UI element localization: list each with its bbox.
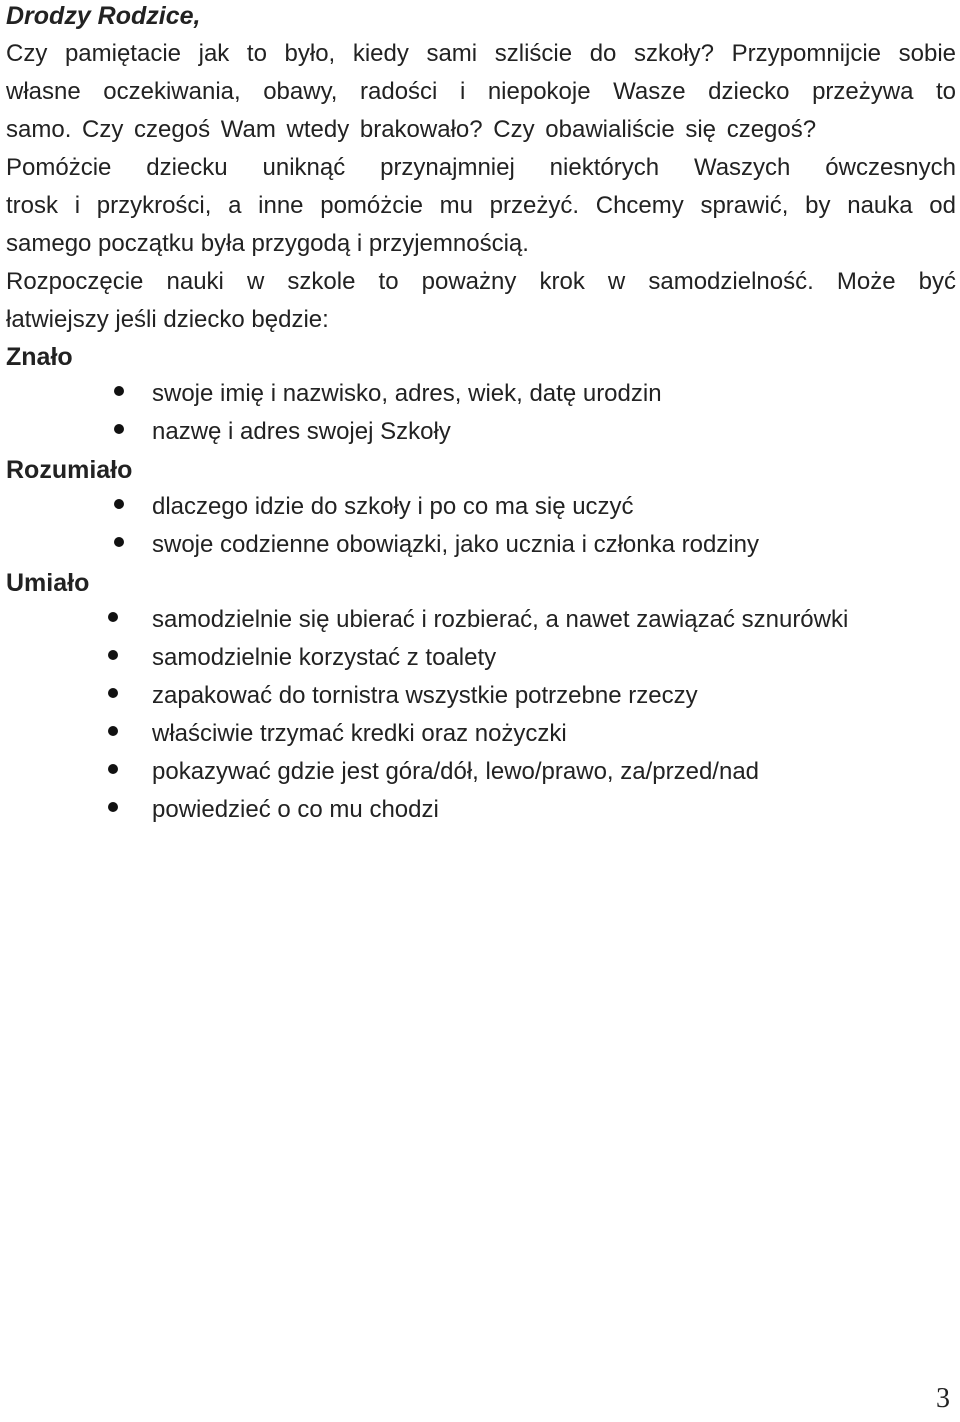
bullet-icon <box>114 424 124 434</box>
list-item: swoje codzienne obowiązki, jako ucznia i członka rodziny <box>152 531 759 558</box>
list-item: pokazywać gdzie jest góra/dół, lewo/prawo, za/przed/nad <box>152 758 760 785</box>
bullet-icon <box>108 650 118 660</box>
list-item: dlaczego idzie do szkoły i po co ma się uczyć <box>152 493 634 520</box>
list-item: swoje imię i nazwisko, adres, wiek, datę urodzin <box>152 380 662 407</box>
bullet-icon <box>108 612 118 622</box>
list-item: powiedzieć o co mu chodzi <box>152 796 439 823</box>
list-item: zapakować do tornistra wszystkie potrzebne rzeczy <box>152 682 698 709</box>
intro-line: Pomóżcie dziecku uniknąć przynajmniej niektórych Waszych ówczesnych <box>6 154 956 181</box>
list-item: samodzielnie korzystać z toalety <box>152 644 497 671</box>
bullet-icon <box>108 764 118 774</box>
letter-greeting: Drodzy Rodzice, <box>6 2 201 30</box>
bullet-icon <box>114 386 124 396</box>
section-title-znalo: Znało <box>6 343 73 371</box>
bullet-icon <box>108 688 118 698</box>
list-item: właściwie trzymać kredki oraz nożyczki <box>152 720 567 747</box>
intro-line: samo. Czy czegoś Wam wtedy brakowało? Czy obawialiście się czegoś? <box>6 116 817 143</box>
list-item: samodzielnie się ubierać i rozbierać, a nawet zawiązać sznurówki <box>152 606 849 633</box>
section-title-rozumialo: Rozumiało <box>6 456 133 484</box>
intro-line: własne oczekiwania, obawy, radości i niepokoje Wasze dziecko przeżywa to <box>6 78 956 105</box>
bullet-icon <box>108 726 118 736</box>
intro-line: samego początku była przygodą i przyjemnością. <box>6 230 529 257</box>
list-item: nazwę i adres swojej Szkoły <box>152 418 451 445</box>
intro-line: łatwiejszy jeśli dziecko będzie: <box>6 306 329 333</box>
bullet-icon <box>108 802 118 812</box>
bullet-icon <box>114 537 124 547</box>
bullet-icon <box>114 499 124 509</box>
page-number: 3 <box>936 1383 950 1414</box>
intro-line: Rozpoczęcie nauki w szkole to poważny krok w samodzielność. Może być <box>6 268 956 295</box>
section-title-umialo: Umiało <box>6 569 90 597</box>
intro-line: Czy pamiętacie jak to było, kiedy sami szliście do szkoły? Przypomnijcie sobie <box>6 40 956 67</box>
intro-line: trosk i przykrości, a inne pomóżcie mu przeżyć. Chcemy sprawić, by nauka od <box>6 192 956 219</box>
